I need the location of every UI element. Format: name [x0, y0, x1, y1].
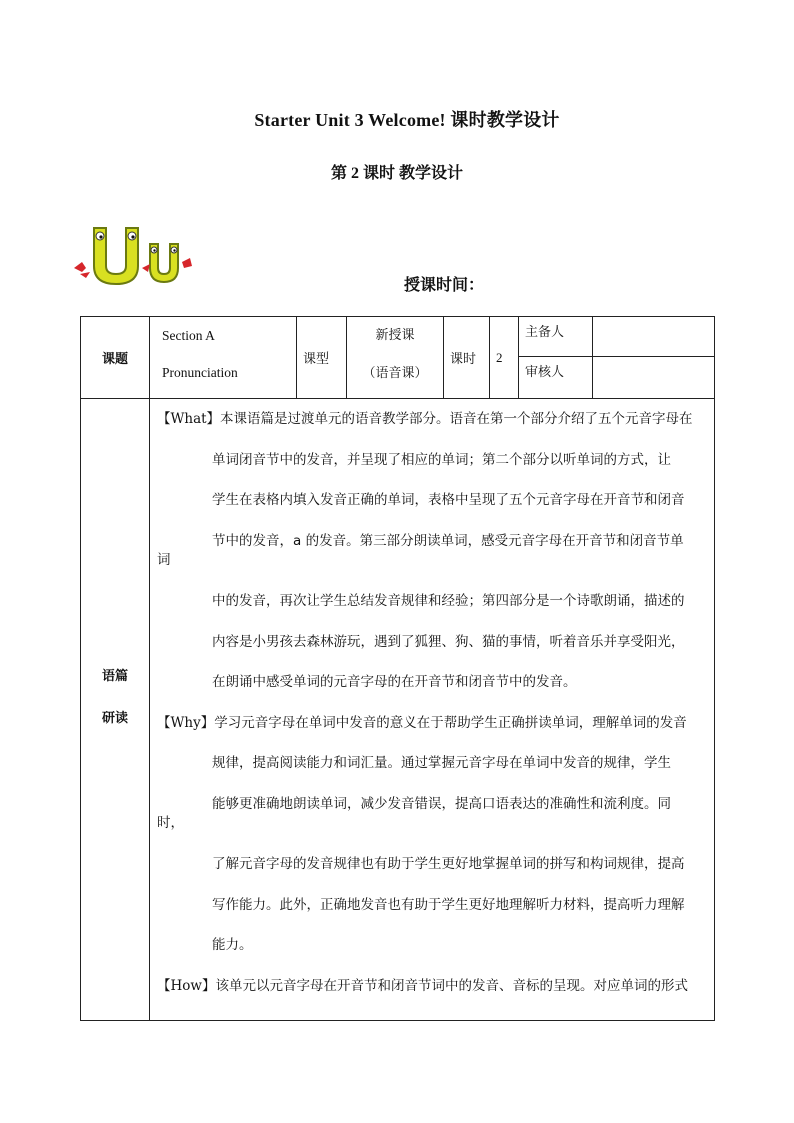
- reading-line-text: 在朗诵中感受单词的元音字母的在开音节和闭音节中的发音。: [212, 674, 577, 690]
- reading-lines: [157, 399, 706, 1006]
- topic-label: 课题: [81, 317, 150, 399]
- reading-line: [157, 743, 706, 784]
- letter-u-cartoon-icon: [72, 222, 194, 288]
- reading-line: [157, 399, 706, 440]
- section-cell: [150, 317, 297, 399]
- lesson-subtitle: 第 2 课时 教学设计: [330, 165, 463, 182]
- type-value-cell: [347, 317, 444, 399]
- reading-line-text: 该单元以元音字母在开音节和闭音节词中的发音、音标的呈现。对应单词的形式: [215, 977, 688, 994]
- reading-line-text: 学习元音字母在单词中发音的意义在于帮助学生正确拼读单词，理解单词的发音: [214, 714, 687, 731]
- reading-section-tag: 【What】: [157, 411, 221, 427]
- reading-line-text: 时，: [157, 815, 184, 831]
- reading-line-text: 单词闭音节中的发音，并呈现了相应的单词；第二个部分以听单词的方式，让: [212, 451, 671, 468]
- reviewer-label: 审核人: [519, 357, 593, 399]
- reading-line: [157, 966, 706, 1007]
- reading-section-tag: 【How】: [157, 977, 216, 994]
- reading-line: [157, 703, 706, 744]
- type-value-line2: （语音课）: [362, 366, 428, 381]
- reading-line: [157, 784, 706, 825]
- reading-line: [157, 844, 706, 885]
- reading-line: [157, 925, 706, 966]
- reviewer-value: [593, 357, 715, 399]
- reading-line-text: 能力。: [212, 937, 253, 953]
- preparer-value: [593, 317, 715, 357]
- reading-line-text: 中的发音，再次让学生总结发音规律和经验；第四部分是一个诗歌朗诵，描述的: [212, 593, 685, 609]
- reading-line: [157, 440, 706, 481]
- reading-line-text: 规律，提高阅读能力和词汇量。通过掌握元音字母在单词中发音的规律，学生: [212, 755, 671, 771]
- type-value-line1: 新授课: [375, 328, 415, 343]
- reading-line-text: 词: [157, 552, 171, 568]
- reading-line-text: 本课语篇是过渡单元的语音教学部分。语音在第一个部分介绍了五个元音字母在: [220, 411, 693, 427]
- section-topic: Pronunciation: [162, 365, 238, 380]
- reading-label-line2: 研读: [101, 711, 128, 726]
- page-title: Starter Unit 3 Welcome! 课时教学设计: [254, 110, 560, 130]
- reading-line: [157, 885, 706, 926]
- reading-content: [150, 399, 715, 1021]
- reading-line-text: 能够更准确地朗读单词，减少发音错误，提高口语表达的准确性和流利度。同: [212, 795, 671, 812]
- reading-section-tag: 【Why】: [157, 714, 215, 731]
- reading-line-text: 节中的发音，a 的发音。第三部分朗读单词，感受元音字母在开音节和闭音节单: [212, 532, 684, 549]
- reading-label-cell: [81, 399, 150, 1021]
- reading-line-text: 学生在表格内填入发音正确的单词，表格中呈现了五个元音字母在开音节和闭音: [212, 492, 685, 508]
- reading-line: [157, 622, 706, 663]
- class-time-label: 授课时间：: [404, 275, 485, 294]
- reading-line: [157, 581, 706, 622]
- reading-line: [157, 521, 706, 562]
- reading-line-text: 内容是小男孩去森林游玩，遇到了狐狸、狗、猫的事情，听着音乐并享受阳光，: [212, 633, 685, 650]
- period-label: 课时: [444, 317, 490, 399]
- reading-line: [157, 480, 706, 521]
- reading-line: [157, 662, 706, 703]
- lesson-design-table: [80, 316, 715, 1021]
- preparer-label: 主备人: [519, 317, 593, 357]
- reading-line-text: 了解元音字母的发音规律也有助于学生更好地掌握单词的拼写和构词规律，提高: [212, 856, 685, 872]
- section-name: Section A: [162, 328, 215, 343]
- type-label: 课型: [297, 317, 347, 399]
- reading-label-line1: 语篇: [101, 669, 128, 684]
- period-value: 2: [490, 317, 519, 399]
- reading-line-text: 写作能力。此外，正确地发音也有助于学生更好地理解听力材料，提高听力理解: [212, 896, 685, 913]
